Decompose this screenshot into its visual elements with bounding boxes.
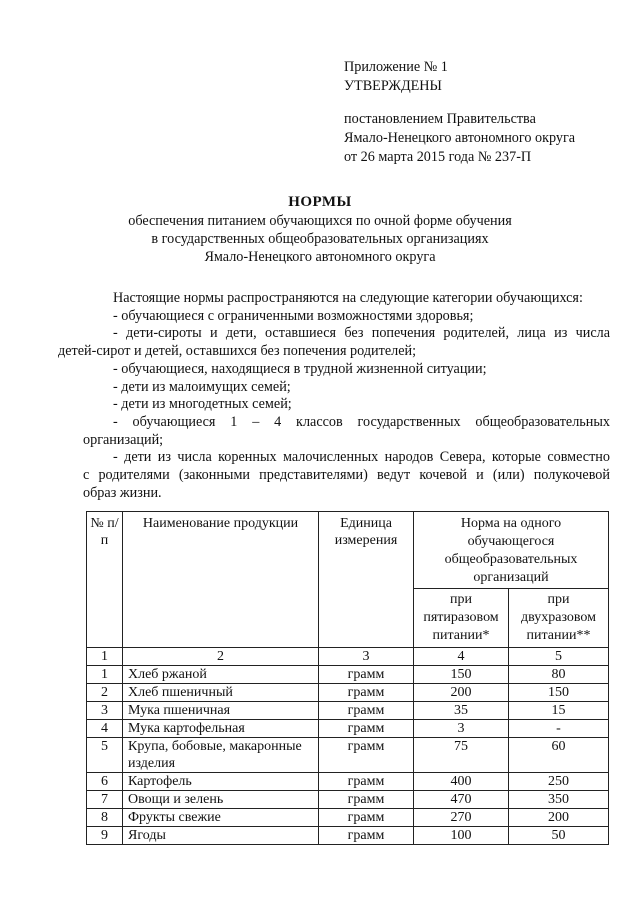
five-meal-norm: 3 — [414, 720, 509, 738]
category-item-cont: организаций; — [83, 431, 164, 448]
product-name: Ягоды — [123, 827, 319, 845]
product-name: Мука картофельная — [123, 720, 319, 738]
two-meal-norm: 80 — [509, 666, 609, 684]
five-meal-norm: 270 — [414, 809, 509, 827]
category-item: - дети-сироты и дети, оставшиеся без попечения родителей, лица из числа — [113, 325, 610, 342]
unit-cell: грамм — [319, 666, 414, 684]
unit-cell: грамм — [319, 773, 414, 791]
col-header-two-meals: при двухразовом питании** — [509, 589, 609, 648]
food-norms-table — [86, 511, 609, 845]
intro-text — [58, 290, 610, 502]
row-number: 9 — [87, 827, 123, 845]
column-number-row — [87, 648, 609, 666]
category-item-cont: с родителями (законными представителями) ведут кочевой и (или) полукочевой — [83, 467, 610, 484]
two-meal-norm: 60 — [509, 738, 609, 773]
category-item: - дети из малоимущих семей; — [113, 378, 291, 395]
col-header-number: № п/п — [87, 512, 123, 648]
product-name: Крупа, бобовые, макаронные изделия — [123, 738, 319, 773]
col-header-unit: Единица измерения — [319, 512, 414, 648]
row-number: 3 — [87, 702, 123, 720]
col-header-product: Наименование продукции — [123, 512, 319, 648]
category-item: - обучающиеся, находящиеся в трудной жизненной ситуации; — [113, 360, 487, 377]
column-number: 2 — [123, 648, 319, 666]
category-item: - дети из многодетных семей; — [113, 396, 292, 413]
table-row — [87, 773, 609, 791]
document-subtitle — [0, 212, 640, 266]
two-meal-norm: 200 — [509, 809, 609, 827]
column-number: 3 — [319, 648, 414, 666]
unit-cell: грамм — [319, 809, 414, 827]
unit-cell: грамм — [319, 827, 414, 845]
two-meal-norm: 150 — [509, 684, 609, 702]
five-meal-norm: 75 — [414, 738, 509, 773]
column-number: 5 — [509, 648, 609, 666]
product-name: Фрукты свежие — [123, 809, 319, 827]
category-item: - обучающиеся 1 – 4 классов государственных общеобразовательных — [113, 413, 610, 430]
subtitle-line-2: в государственных общеобразовательных организациях — [151, 231, 489, 247]
table-row — [87, 809, 609, 827]
col-header-five-meals: при пятиразовом питании* — [414, 589, 509, 648]
row-number: 4 — [87, 720, 123, 738]
resolution-line: постановлением Правительства — [344, 111, 536, 127]
two-meal-norm: - — [509, 720, 609, 738]
row-number: 7 — [87, 791, 123, 809]
column-number: 1 — [87, 648, 123, 666]
product-name: Мука пшеничная — [123, 702, 319, 720]
resolution-date: от 26 марта 2015 года № 237-П — [344, 149, 532, 165]
row-number: 1 — [87, 666, 123, 684]
unit-cell: грамм — [319, 791, 414, 809]
table-row — [87, 666, 609, 684]
row-number: 8 — [87, 809, 123, 827]
five-meal-norm: 35 — [414, 702, 509, 720]
category-item-cont: детей-сирот и детей, оставшихся без попечения родителей; — [58, 343, 417, 360]
product-name: Овощи и зелень — [123, 791, 319, 809]
five-meal-norm: 150 — [414, 666, 509, 684]
category-item: - дети из числа коренных малочисленных народов Севера, которые совместно — [113, 449, 610, 466]
intro-lead: Настоящие нормы распространяются на следующие категории обучающихся: — [113, 290, 583, 306]
table-row — [87, 791, 609, 809]
column-number: 4 — [414, 648, 509, 666]
approved-label: УТВЕРЖДЕНЫ — [344, 78, 442, 94]
approval-block — [344, 58, 575, 167]
five-meal-norm: 400 — [414, 773, 509, 791]
col-header-norm: Норма на одного обучающегося общеобразовательных организаций — [414, 512, 609, 589]
two-meal-norm: 15 — [509, 702, 609, 720]
category-item: - обучающиеся с ограниченными возможностями здоровья; — [113, 307, 474, 324]
two-meal-norm: 50 — [509, 827, 609, 845]
two-meal-norm: 250 — [509, 773, 609, 791]
subtitle-line-3: Ямало-Ненецкого автономного округа — [204, 249, 436, 265]
unit-cell: грамм — [319, 702, 414, 720]
five-meal-norm: 470 — [414, 791, 509, 809]
table-row — [87, 702, 609, 720]
table-row — [87, 738, 609, 773]
row-number: 2 — [87, 684, 123, 702]
category-item-cont: образ жизни. — [83, 484, 162, 501]
two-meal-norm: 350 — [509, 791, 609, 809]
row-number: 6 — [87, 773, 123, 791]
five-meal-norm: 200 — [414, 684, 509, 702]
row-number: 5 — [87, 738, 123, 773]
product-name: Хлеб пшеничный — [123, 684, 319, 702]
table-row — [87, 684, 609, 702]
unit-cell: грамм — [319, 720, 414, 738]
product-name: Картофель — [123, 773, 319, 791]
unit-cell: грамм — [319, 738, 414, 773]
table-row — [87, 720, 609, 738]
unit-cell: грамм — [319, 684, 414, 702]
region-line: Ямало-Ненецкого автономного округа — [344, 130, 576, 146]
table-row — [87, 827, 609, 845]
product-name: Хлеб ржаной — [123, 666, 319, 684]
appendix-number: Приложение № 1 — [344, 59, 448, 75]
five-meal-norm: 100 — [414, 827, 509, 845]
subtitle-line-1: обеспечения питанием обучающихся по очной форме обучения — [128, 213, 512, 229]
document-title: НОРМЫ — [288, 194, 352, 210]
